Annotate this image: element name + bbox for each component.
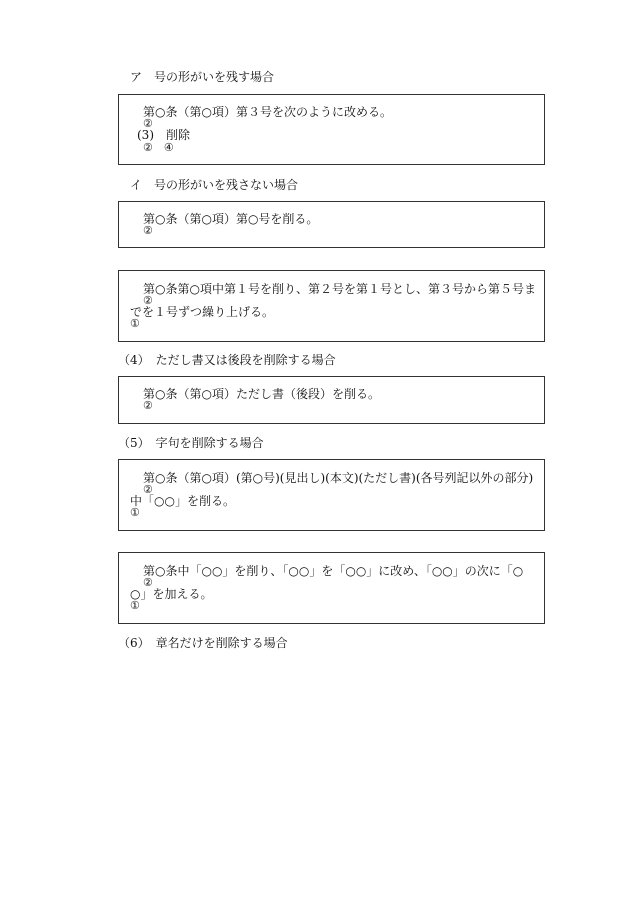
box5-mark2: ① (130, 506, 140, 519)
box6-mark2: ① (130, 599, 140, 612)
box4-mark1: ② (143, 399, 153, 412)
box3-mark1: ② (143, 294, 153, 307)
box5-line1: 第○条（第○項）(第○号)(見出し)(本文)(ただし書)(各号列記以外の部分) (143, 471, 534, 485)
example-box-2 (118, 201, 545, 248)
example-box-5 (118, 459, 545, 531)
heading-section-4: （4） ただし書又は後段を削除する場合 (118, 353, 336, 367)
box4-line1: 第○条（第○項）ただし書（後段）を削る。 (143, 387, 380, 401)
example-box-1 (118, 94, 545, 165)
box1-mark2: ② ④ (143, 141, 174, 154)
box3-line1: 第○条第○項中第１号を削り、第２号を第１号とし、第３号から第５号ま (143, 282, 536, 296)
heading-i: イ 号の形がいを残さない場合 (130, 178, 299, 192)
example-box-3 (118, 270, 545, 342)
box6-mark1: ② (143, 576, 153, 589)
box2-line1: 第○条（第○項）第○号を削る。 (143, 212, 319, 226)
box6-line1: 第○条中「○○」を削り、「○○」を「○○」に改め、「○○」の次に「○ (143, 564, 524, 578)
heading-section-6: （6） 章名だけを削除する場合 (118, 636, 288, 650)
heading-a: ア 号の形がいを残す場合 (130, 70, 275, 84)
box5-mark1: ② (143, 483, 153, 496)
box3-line2: でを１号ずつ繰り上げる。 (130, 305, 275, 319)
box1-line1: 第○条（第○項）第３号を次のように改める。 (143, 105, 392, 119)
example-box-6 (118, 552, 545, 624)
box3-mark2: ① (130, 317, 140, 330)
box1-mark1: ② (143, 117, 153, 130)
box6-line2: ○」を加える。 (130, 587, 213, 601)
box1-line2: (3) 削除 (137, 128, 190, 142)
box2-mark1: ② (143, 224, 153, 237)
box5-line2: 中「○○」を削る。 (130, 494, 235, 508)
heading-section-5: （5） 字句を削除する場合 (118, 436, 264, 450)
example-box-4 (118, 376, 545, 424)
